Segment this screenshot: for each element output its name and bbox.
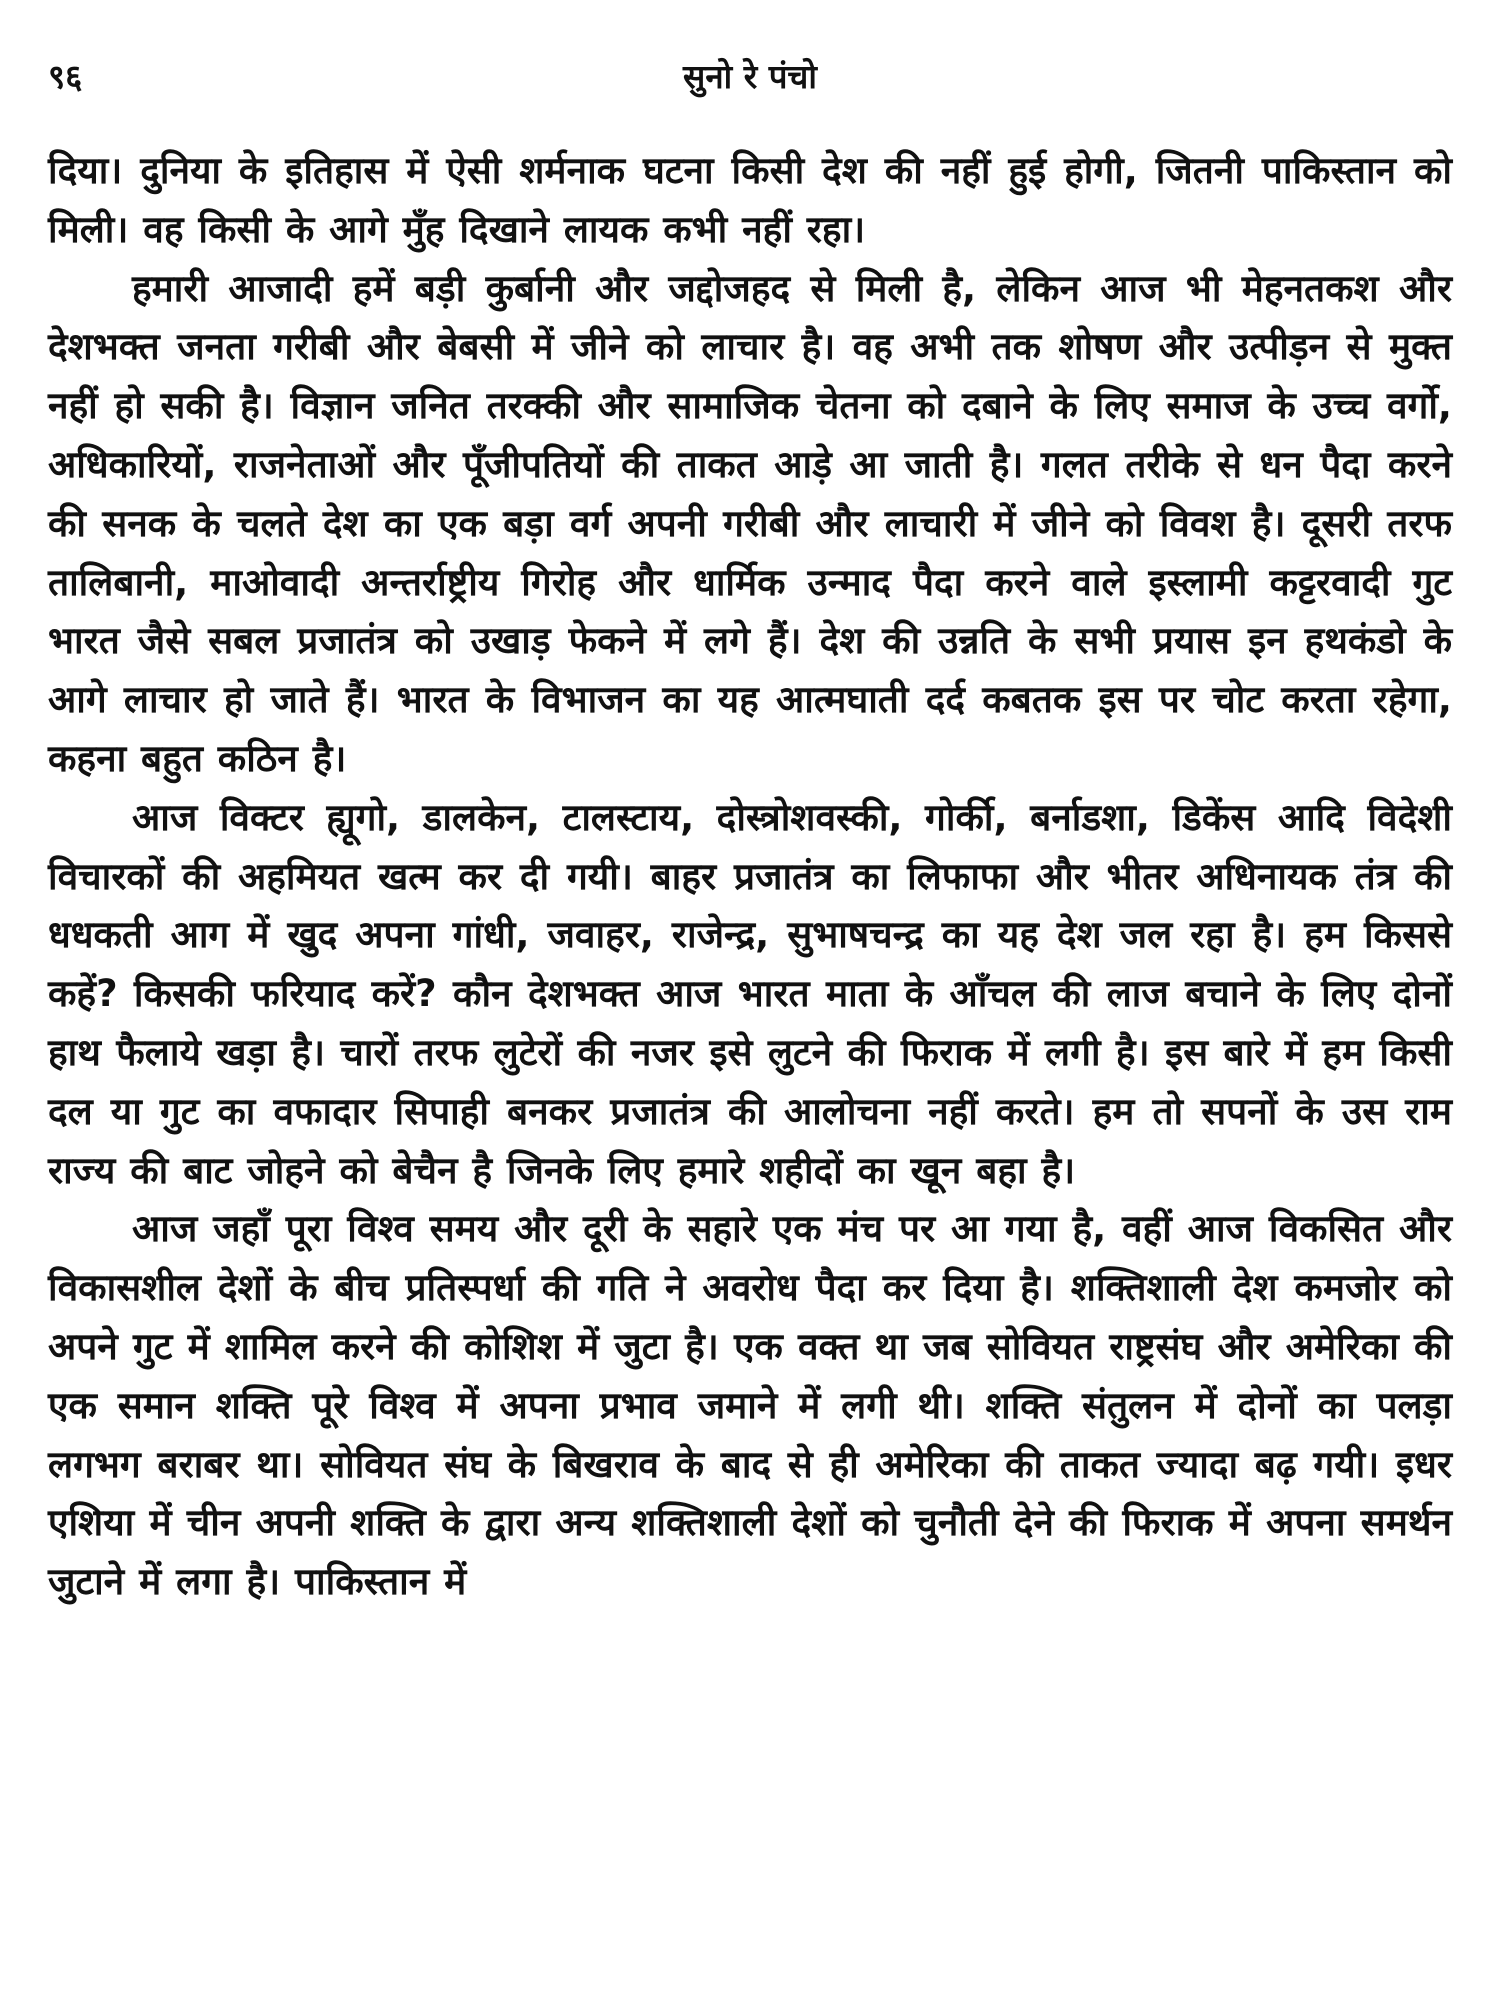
paragraph: आज विक्टर ह्यूगो, डालकेन, टालस्टाय, दोस्त्रोशवस्की, गोर्की, बर्नाडशा, डिकेंस आदि विदेशी विचारकों की अहमियत खत्म कर दी गयी। बाहर प्रजातंत्र का लिफाफा और भीतर अधिनायक तंत्र की धधकती आग में खुद अपना गांधी, जवाहर, राजेन्द्र, सुभाषचन्द्र का यह देश जल रहा है। हम किससे कहें? किसकी फरियाद करें? कौन देशभक्त आज भारत माता के आँचल की लाज बचाने के लिए दोनों हाथ फैलाये खड़ा है। चारों तरफ लुटेरों की नजर इसे लुटने की फिराक में लगी है। इस बारे में हम किसी दल या गुट का वफादार सिपाही बनकर प्रजातंत्र की आलोचना नहीं करते। हम तो सपनों के उस राम राज्य की बाट जोहने को बेचैन है जिनके लिए हमारे शहीदों का खून बहा है।	[48, 795, 1452, 1192]
page-number: ९६	[48, 57, 83, 96]
paragraph-continued: दिया। दुनिया के इतिहास में ऐसी शर्मनाक घटना किसी देश की नहीं हुई होगी, जितनी पाकिस्तान को मिली। वह किसी के आगे मुँह दिखाने लायक कभी नहीं रहा।	[48, 149, 1452, 251]
body-text	[48, 142, 1452, 1612]
book-title: सुनो रे पंचो	[683, 57, 817, 96]
paragraph: आज जहाँ पूरा विश्व समय और दूरी के सहारे एक मंच पर आ गया है, वहीं आज विकसित और विकासशील देशों के बीच प्रतिस्पर्धा की गति ने अवरोध पैदा कर दिया है। शक्तिशाली देश कमजोर को अपने गुट में शामिल करने की कोशिश में जुटा है। एक वक्त था जब सोवियत राष्ट्रसंघ और अमेरिका की एक समान शक्ति पूरे विश्व में अपना प्रभाव जमाने में लगी थी। शक्ति संतुलन में दोनों का पलड़ा लगभग बराबर था। सोवियत संघ के बिखराव के बाद से ही अमेरिका की ताकत ज्यादा बढ़ गयी। इधर एशिया में चीन अपनी शक्ति के द्वारा अन्य शक्तिशाली देशों को चुनौती देने की फिराक में अपना समर्थन जुटाने में लगा है। पाकिस्तान में	[48, 1207, 1452, 1604]
running-head	[48, 46, 1452, 108]
paragraph: हमारी आजादी हमें बड़ी कुर्बानी और जद्दोजहद से मिली है, लेकिन आज भी मेहनतकश और देशभक्त जनता गरीबी और बेबसी में जीने को लाचार है। वह अभी तक शोषण और उत्पीड़न से मुक्त नहीं हो सकी है। विज्ञान जनित तरक्की और सामाजिक चेतना को दबाने के लिए समाज के उच्च वर्गो, अधिकारियों, राजनेताओं और पूँजीपतियों की ताकत आड़े आ जाती है। गलत तरीके से धन पैदा करने की सनक के चलते देश का एक बड़ा वर्ग अपनी गरीबी और लाचारी में जीने को विवश है। दूसरी तरफ तालिबानी, माओवादी अन्तर्राष्ट्रीय गिरोह और धार्मिक उन्माद पैदा करने वाले इस्लामी कट्टरवादी गुट भारत जैसे सबल प्रजातंत्र को उखाड़ फेकने में लगे हैं। देश की उन्नति के सभी प्रयास इन हथकंडो के आगे लाचार हो जाते हैं। भारत के विभाजन का यह आत्मघाती दर्द कबतक इस पर चोट करता रहेगा, कहना बहुत कठिन है।	[48, 266, 1452, 780]
